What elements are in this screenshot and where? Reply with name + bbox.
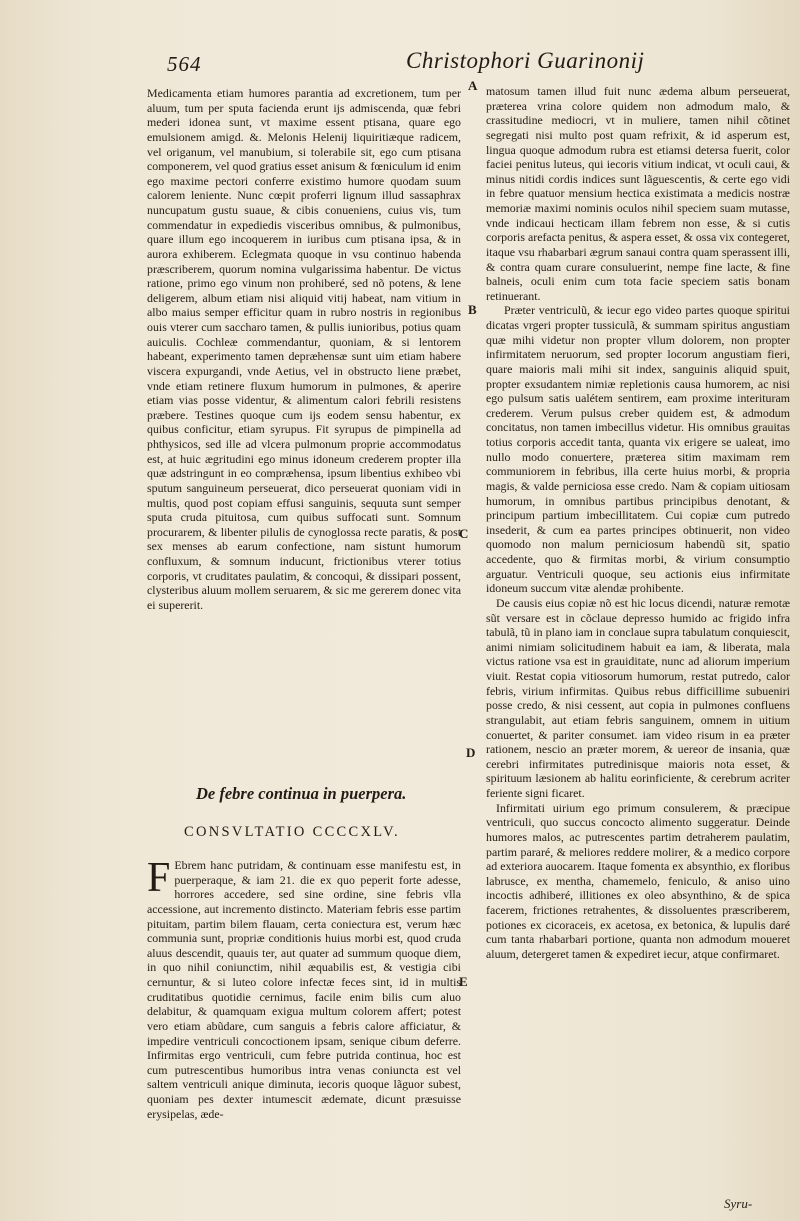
margin-letter-e: E xyxy=(459,974,468,989)
right-paragraph: Præter ventriculũ, & iecur ego video partes quoque spiritui dicatas vrgeri propter tussiculã, & summam spiritus angustiam quæ mihi videtur non propter vllum dolorem, non propter infirmitatem neruorum, sed propter locorum angustiam fieri, quare maioris mali mihi sit index, sanguinis aliquid spuit, propter exsudantem nimiæ repletionis causa humorem, ac nisi ego pulsum satis ualétem sentirem, eam proxime interituram crederem. Verum pulsus creber quidem est, & admodum concitatus, non tamen imbecillus videtur. His omnibus grauitas totius corporis accedit tanta, quanta vix erigere se ualeat, imo nullo modo conuertere, præterea sitim maximam rem communiorem in febribus, illa certe huius morbi, & propria magis, & valde perniciosa esse credo. Nam & copiam uitiosam humorum, in omnibus partibus principibus denotant, & principum partium imbecillitatem. Cui copiæ cum putredo insederit, & cum ea partes principes obtinuerit, non video quomodo non malum perniciosum habendũ sit, spatio accedente, quo & firmitas morbi, & virium consumptio arguatur. Ventriculi quoque, seu actionis eius infirmitate idoneum succum vitæ alendæ prohibente. xyxy=(486,303,790,596)
left-column-text xyxy=(147,86,461,613)
margin-letter-b: B xyxy=(468,302,477,317)
margin-letter-d: D xyxy=(466,745,476,760)
consultatio-paragraph xyxy=(147,855,461,1121)
consultatio-text xyxy=(147,855,461,1121)
left-paragraph: Medicamenta etiam humores parantia ad excretionem, tum per aluum, tum per sputa facienda erunt ijs admiscenda, quæ febri mederi idonea sunt, vt maxime essent ptisana, quare ego emulsionem amigd. &. Melonis Helenij liquiritiæque radicem, vel origanum, vel manubium, si tolerabile sit, ego cum ptisana componerem, vel quod gratius esset anisum & fœniculum id enim ego maxime pectori conferre existimo humore quodam suum calorem leniente. Nunc cœpit proferri lignum illud sassaphrax nuncupatum gustu suaue, & cibis conueniens, cuius vis, tum commendatur in expediedis visceribus omnibus, & pulmonibus, quare illum ego incoquerem in iuribus cum ptisana ipsa, & in aurora exhiberem. Eclegmata quoque in vsu continuo habenda præscriberem, quorum nomina vulgarissima habentur. De victus ratione, primo ego vinum non prohiberé, sed nõ potens, & lene deligerem, album etiam nisi aliquid vitij habeat, nam vitium in albo maius semper efficitur quam in rubro nostris in regionibus ouis vterer cum saccharo tamen, & pullis iunioribus, potius quam auiculis. Cochleæ commendantur, quoniam, & si lentorem habeant, experimento tamen depræhensæ sunt uim etiam habere viscera expurgandi, vnde Aetius, vel in obstructo liene præbet, vnde etiam retinere fluxum humorum in pulmones, & aperire etiam vias posse videntur, & alimentum calori febrili resistens præbere. Testines quoque cum ijs eodem sensu habentur, ex quibus conficitur, etiam syrupus. Fit syrupus de pimpinella ad phthysicos, sed ille ad vlcera pulmonum proprie accommodatus est, at huic ægritudini ego minus idoneum crederem propter illa quæ adstringunt in eo compræhensa, ipsum libentius exhibeo vbi sputum sanguineum perseuerat, dico perseuerat quoniam vidi in multis, quod post copiam effusi sanguinis, sequuta sunt semper sputa cruda pituitosa, cum quibus suffocati sunt. Somnum procurarem, & libenter pilulis de cynoglossa recte paratis, & post sex menses ab earum confectione, nam sistunt humorum confluxum, & somnum inducunt, frictionibus vterer totius corporis, vt cruditates paulatim, & concoqui, & dissipari possent, clysteribus aluum mollem seruarem, & sic me gererem donec vita ei supererit. xyxy=(147,86,461,612)
running-head: Christophori Guarinonij xyxy=(406,48,645,73)
page-header xyxy=(0,46,800,80)
catchword: Syru- xyxy=(724,1196,753,1211)
right-paragraph: matosum tamen illud fuit nunc ædema album perseuerat, præterea vrina colore quidem non admodum malo, & crassitudine mediocri, vt in muliere, tamen nihil cõtinet segregati nisi multo post quam refrixit, & id asperum est, lingua quoque admodum rubra est etiamsi detersa fuerit, color faciei penitus luteus, qui iecoris vitium indicat, vt oculi caui, & minus nitidi cordis indices sunt lãguescentis, & certe ego vidi in febre quatuor mensium hectica existimata a medicis nostræ memoriæ maximi nominis oculos nihil speciem suam mutasse, vnde indicaui hecticam illam febrem non esse, & si cutis corporis arefacta penitus, & aspera esset, & ossa vix contegeret, itaque vsu rhabarbari ægrum sanaui contra quam sperassent illi, & contra quam curare consuluerint, nempe fine lacte, & fine balneis, oculi enim cum tota facie speciem satis bonam retinuerant. xyxy=(486,84,790,303)
margin-letter-a: A xyxy=(468,78,478,93)
section-title: De febre continua in puerpera. xyxy=(196,784,407,803)
margin-letter-c: C xyxy=(459,526,469,541)
page-number: 564 xyxy=(167,52,202,76)
right-paragraph: De causis eius copiæ nõ est hic locus dicendi, naturæ remotæ sũt versare est in cõclaue depresso humido ac frigido infra tabulã, tũ in plano iam in conclaue supra tabulatum conquiescit, animi nimiam solicitudinem habuit ea iam, & liberata, mala victus ratione vsa est in grauiditate, nunc ad aliorum imperium viuit. Restat copia vitiosorum humorum, restat putredo, calor febris, virium infirmitas. Quibus rebus difficillime subueniri posse credo, & nisi cessent, aut copia in pulmones confluens strangulabit, aut etiam febris sanguinem, omnem in uitium conuertet, & pariter consumet. iam video risum in ea præter rationem, nescio an præter morem, & uereor de insania, quæ cerebri infirmitates putredinisque maioris nota esset, & spirituum læsionem ab halitu eorinficiente, & cerebrum acriter feriente signi ficaret. xyxy=(486,595,790,800)
drop-cap: F xyxy=(147,855,171,901)
consultatio-heading: CONSVLTATIO CCCCXLV. xyxy=(184,824,400,840)
consultatio-body: Ebrem hanc putridam, & continuam esse manifestu est, in puerperaque, & iam 21. die ex quo peperit forte adesse, horrores accedere, sed sine ordine, sine febris vlla accessione, aut incremento distincto. Materiam febris esse partim pituitam, partim bilem flauam, certa coniectura est, verum hæc communia sunt, propriæ conditionis huius morbi est, quod cruda aluus descendit, quauis ter, aut quater ad summum quoque diem, in quo nihil coniunctim, nihil æquabilis est, & vestigia cibi cernuntur, & si luteo colore infectæ feces sint, id in multis cruditatibus quotidie cernimus, facile enim bilis cum aluo delabitur, & quamquam exigua multum colorem affert; potest vero etiam abũdare, cum sanguis a febris calore afficiatur, & impedire ventriculi concoctionem ipsam, senique cibum deferre. Infirmitas ergo ventriculi, cum febre putrida continua, hoc est cum putrescentibus humoribus intra venas coniuncta est vel saltem ventriculi anique diminuta, iecoris quoque lãguor subest, quoniam pes dexter intumescit ædemate, dicunt præsuisse erysipelas, æde- xyxy=(147,858,461,1121)
right-paragraph: Infirmitati uirium ego primum consulerem, & præcipue ventriculi, quo succus concocto alimento suggeratur. Deinde humores malos, ac putrescentes partim detraherem paulatim, partim pararé, & meliores reddere molirer, & a medico corpore ad exteriora auocarem. Itaque fomenta ex absynthio, ex floribus labrusce, ex mentha, chamemelo, feniculo, & aniso uino incoctis adhiberé, illitiones ex oleo absynthino, & de spica facerem, frictiones retrahentes, & dissoluentes præscriberem, potiones ex cicoraceis, ex acetosa, ex betonica, & lupulis daré cum tanta rhabarbari portione, quanta non admodum moueret aluum, detergeret tamen & expediret iecur, atque confirmaret. xyxy=(486,800,790,961)
right-column-text xyxy=(486,84,790,962)
